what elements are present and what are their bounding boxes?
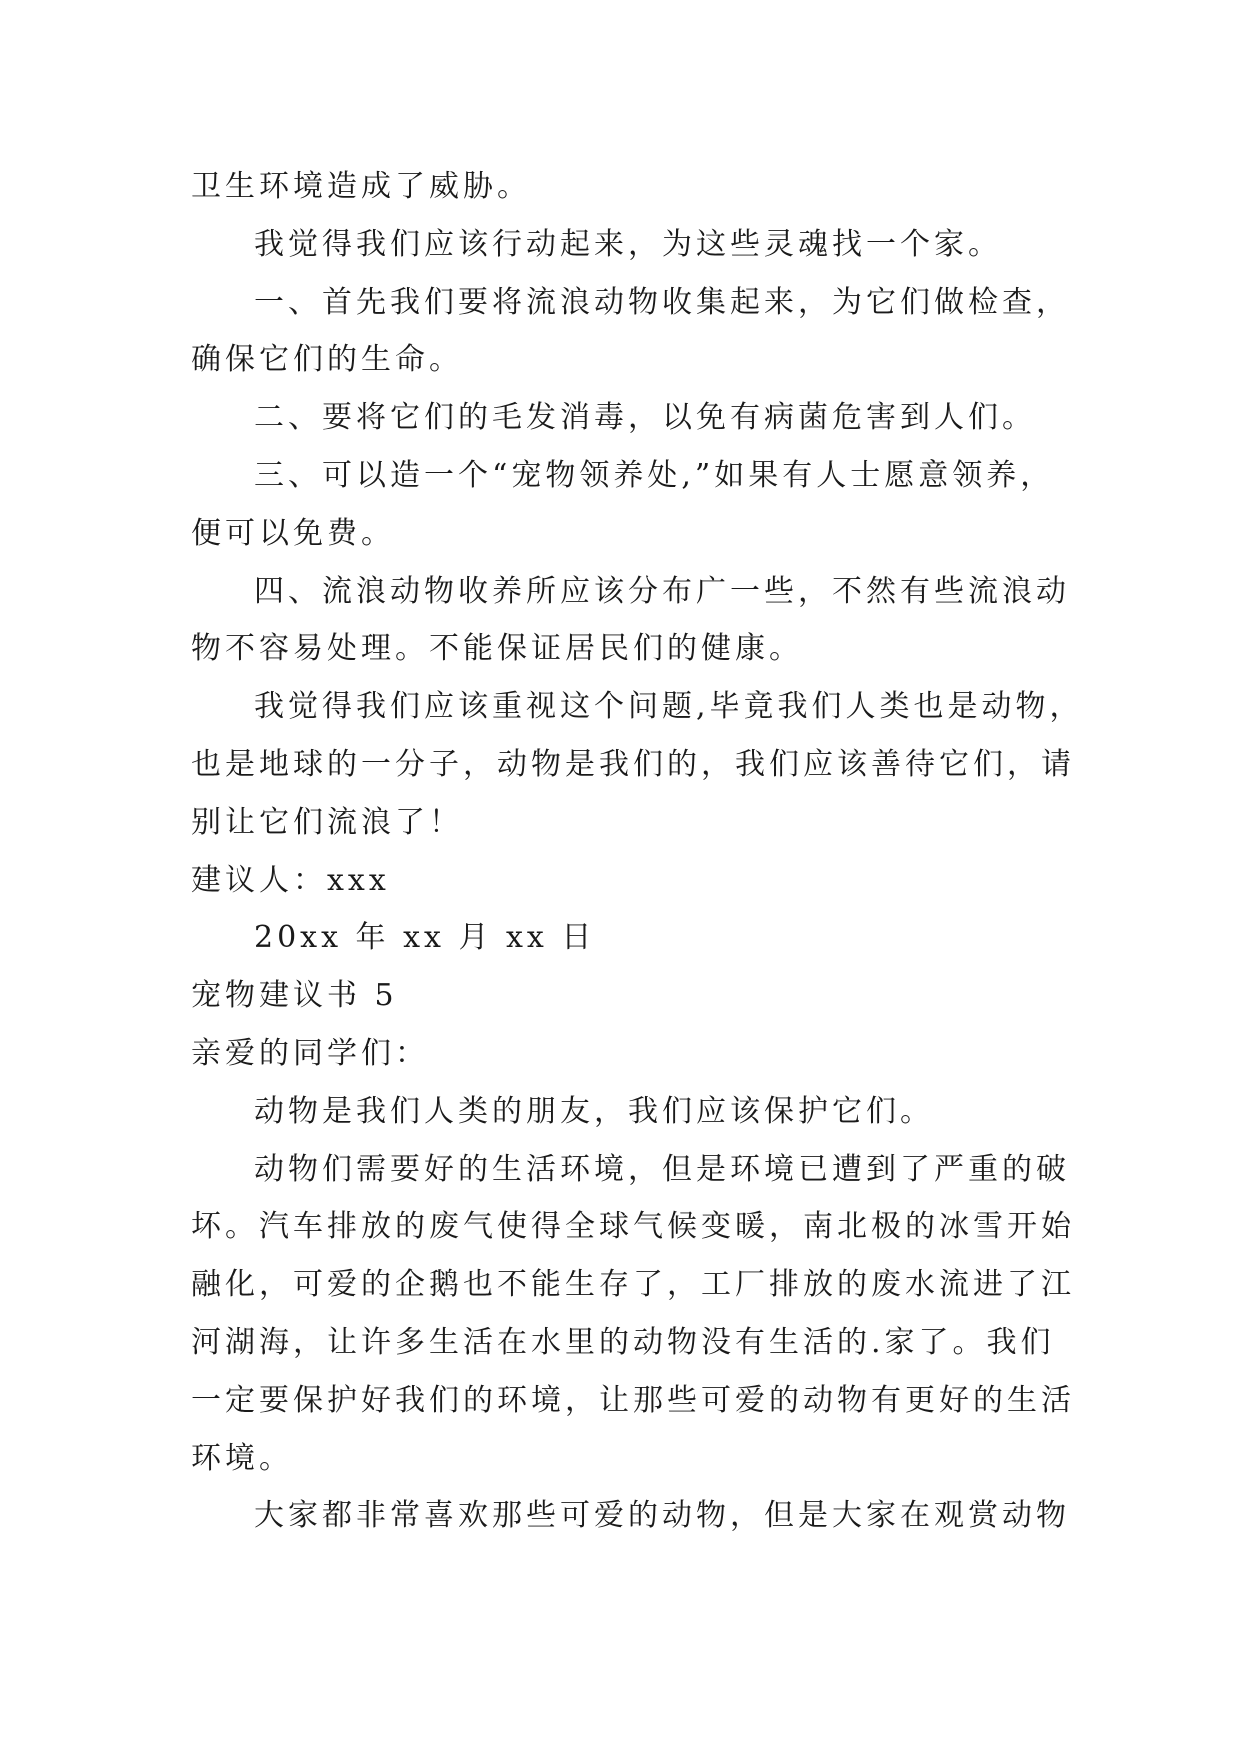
text-line: 一、首先我们要将流浪动物收集起来，为它们做检查， — [254, 284, 1070, 320]
text-line: 建议人：xxx — [191, 862, 390, 898]
text-line: 宠物建议书 5 — [191, 978, 398, 1014]
text-line: 亲爱的同学们： — [191, 1035, 429, 1071]
text-line: 我觉得我们应该重视这个问题,毕竟我们人类也是动物， — [254, 689, 1084, 725]
text-line: 坏。汽车排放的废气使得全球气候变暖，南北极的冰雪开始 — [191, 1209, 1075, 1245]
text-line: 二、要将它们的毛发消毒，以免有病菌危害到人们。 — [254, 400, 1036, 436]
text-line: 20xx 年 xx 月 xx 日 — [254, 920, 596, 956]
text-line: 河湖海，让许多生活在水里的动物没有生活的.家了。我们 — [191, 1324, 1055, 1360]
text-line: 动物是我们人类的朋友，我们应该保护它们。 — [254, 1093, 934, 1129]
text-line: 环境。 — [191, 1440, 293, 1476]
text-line: 融化，可爱的企鹅也不能生存了，工厂排放的废水流进了江 — [191, 1267, 1075, 1303]
text-line: 物不容易处理。不能保证居民们的健康。 — [191, 631, 803, 667]
text-line: 大家都非常喜欢那些可爱的动物，但是大家在观赏动物 — [254, 1498, 1070, 1534]
document-body — [191, 158, 1084, 1545]
text-line: 三、可以造一个“宠物领养处,”如果有人士愿意领养， — [254, 457, 1055, 493]
text-line: 也是地球的一分子，动物是我们的，我们应该善待它们，请 — [191, 746, 1075, 782]
text-line: 便可以免费。 — [191, 515, 395, 551]
text-line: 四、流浪动物收养所应该分布广一些，不然有些流浪动 — [254, 573, 1070, 609]
text-line: 动物们需要好的生活环境，但是环境已遭到了严重的破 — [254, 1151, 1070, 1187]
text-line: 别让它们流浪了！ — [191, 804, 463, 840]
text-line: 卫生环境造成了威胁。 — [191, 169, 531, 204]
text-line: 一定要保护好我们的环境，让那些可爱的动物有更好的生活 — [191, 1382, 1075, 1418]
text-line: 确保它们的生命。 — [191, 342, 463, 378]
text-line: 我觉得我们应该行动起来，为这些灵魂找一个家。 — [254, 226, 1002, 262]
